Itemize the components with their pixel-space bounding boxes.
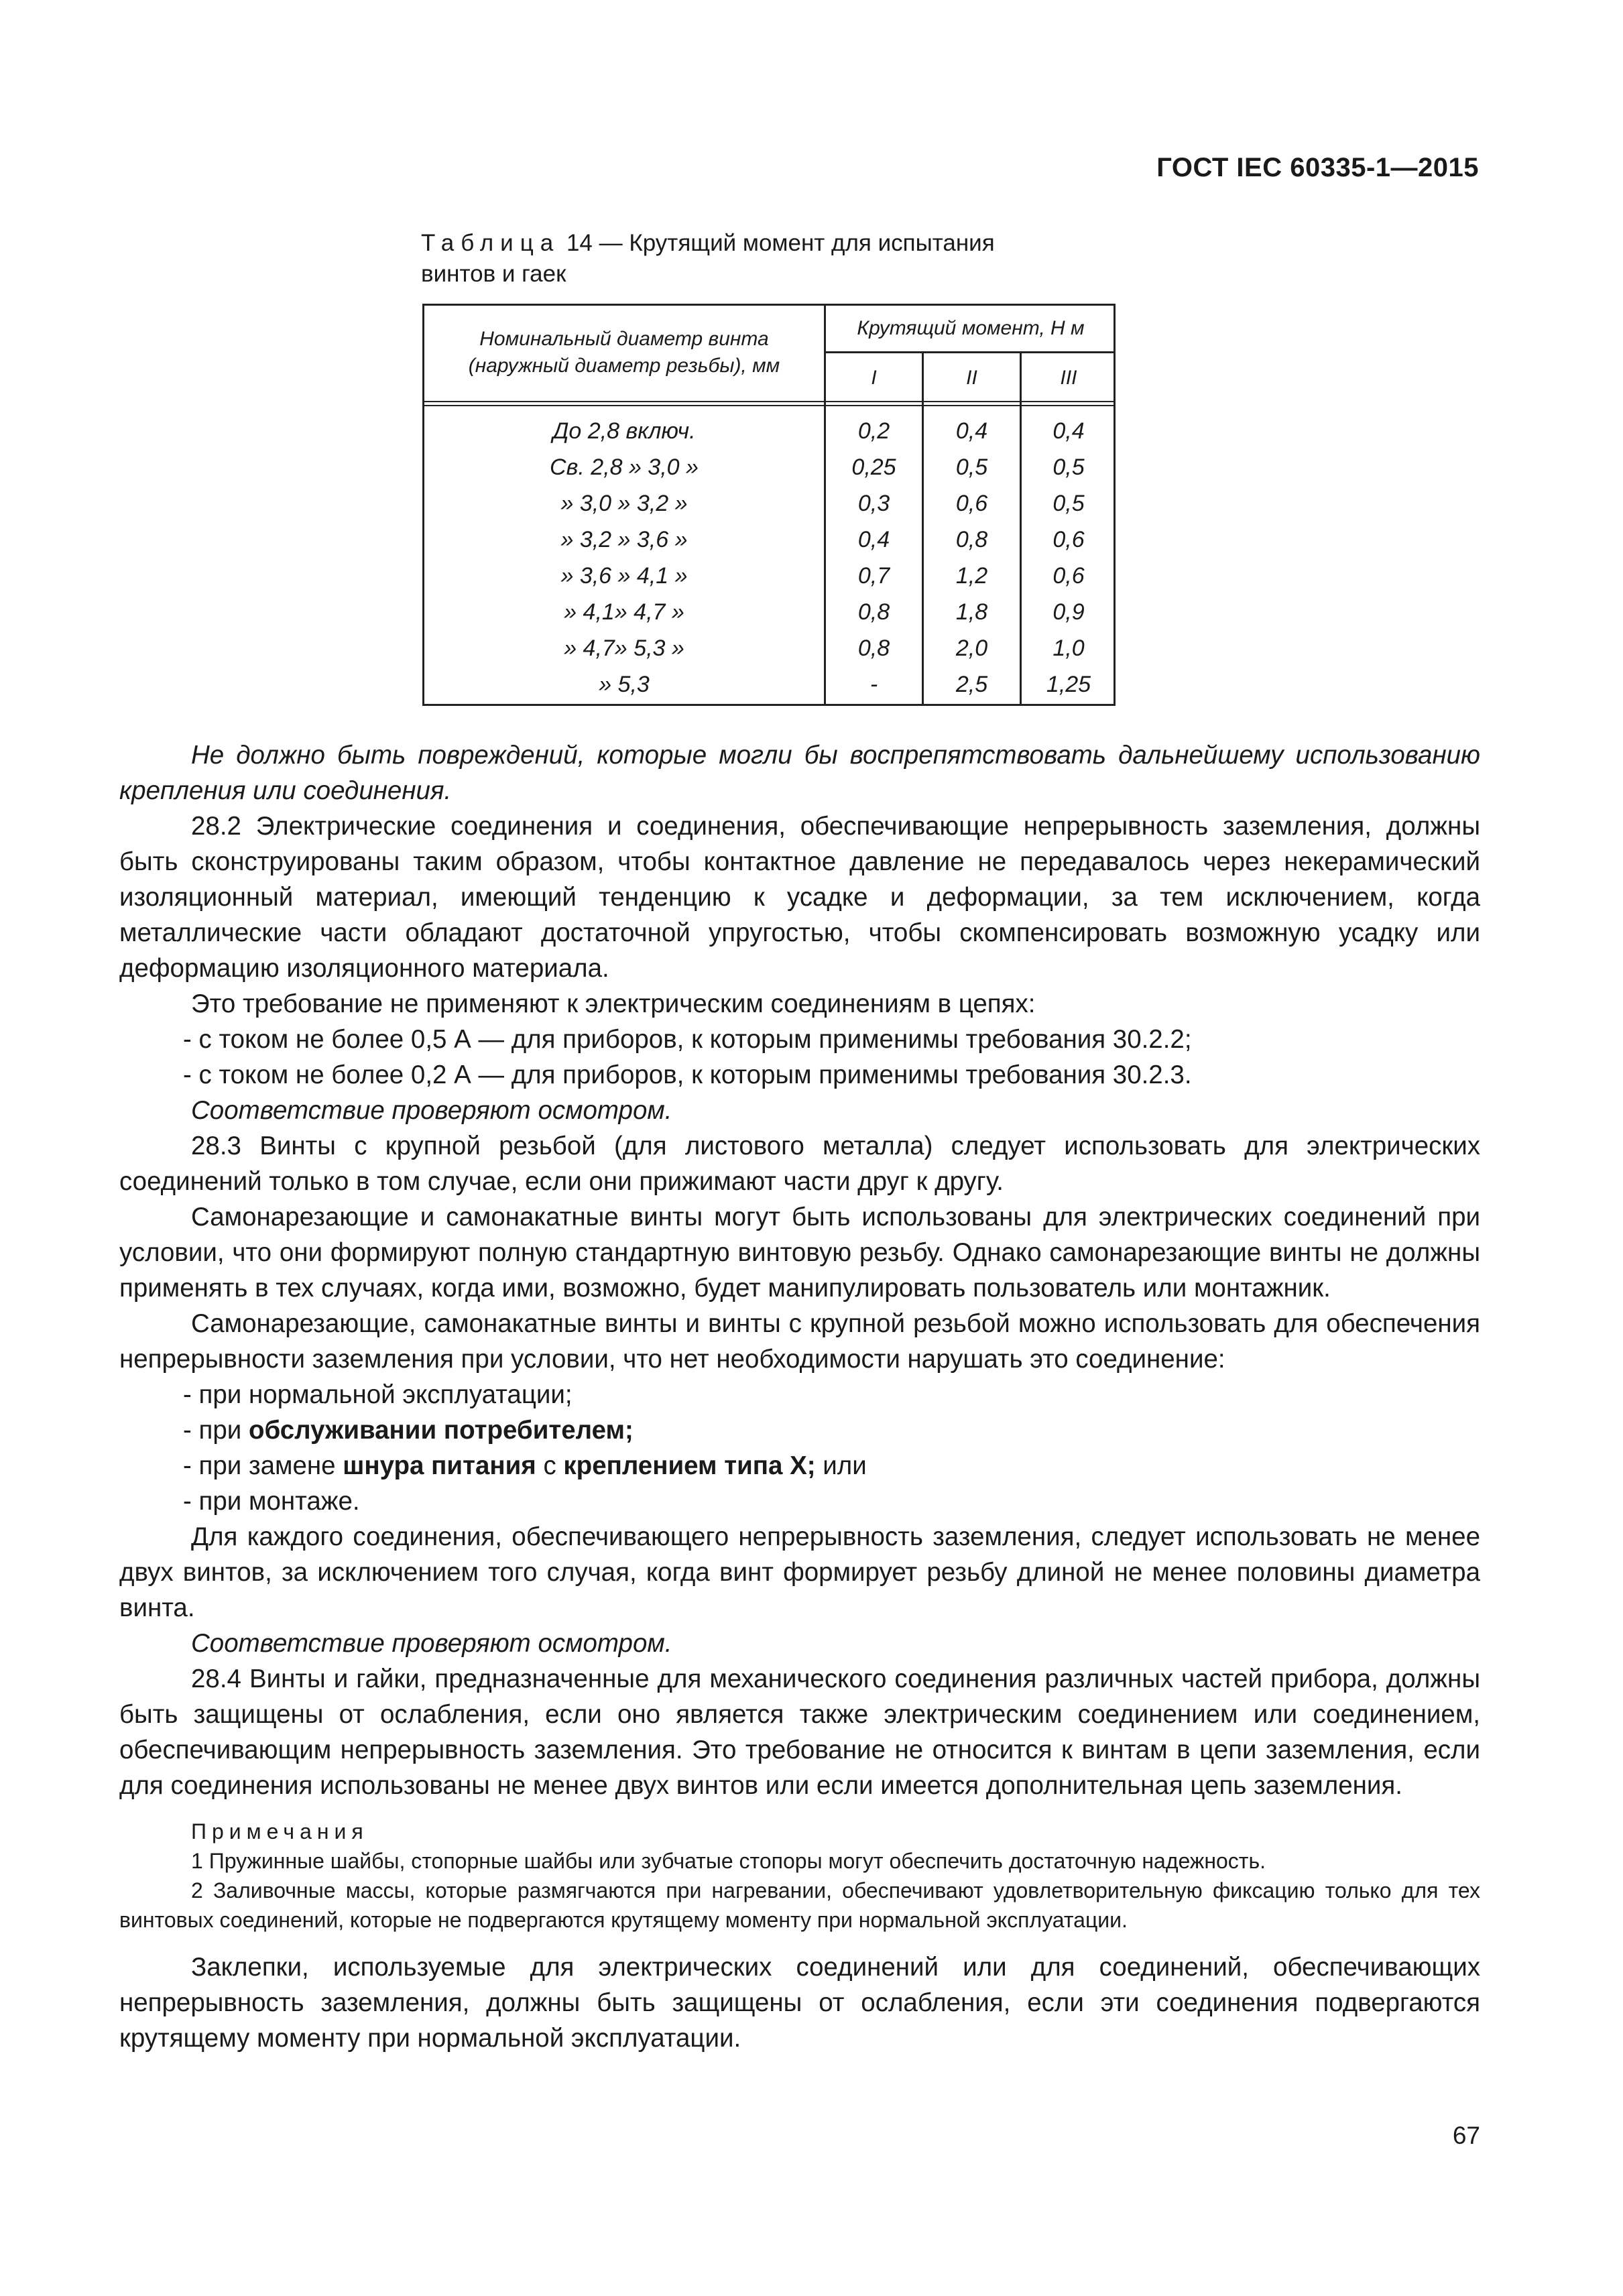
table-cell-iii: 0,9	[1053, 599, 1085, 625]
col-header-torque: Крутящий момент, Н м	[857, 317, 1085, 339]
table-cell-iii: 0,6	[1053, 563, 1085, 589]
table-caption-text-2: винтов и гаек	[421, 261, 566, 287]
paragraph-28-4: 28.4 Винты и гайки, предназначенные для механического соединения различных частей прибора, должны быть защищены от ослабления, если оно является также электрическим соединением или соединением, обеспечивающим непрерывность заземления. Это требование не относится к винтам в цепи заземления, если для соединения использованы не менее двух винтов или если имеется дополнительная цепь заземления.	[119, 1665, 1480, 1800]
note-2: 2 Заливочные массы, которые размягчаются при нагревании, обеспечивают удовлетворительную фиксацию только для тех винтовых соединений, которые не подвергаются крутящему моменту при нормальной эксплуатации.	[119, 1878, 1480, 1932]
body-text	[119, 737, 1480, 2056]
table-divider	[824, 351, 1114, 353]
table-cell-i: 0,3	[857, 491, 890, 516]
col-header-i: I	[871, 367, 877, 389]
paragraph-earthing: Самонарезающие, самонакатные винты и винты с крупной резьбой можно использовать для обеспечения непрерывности заземления при условии, что нет необходимости нарушать это соединение:	[119, 1309, 1480, 1374]
list-item-user-maintenance: - при обслуживании потребителем;	[183, 1416, 634, 1445]
paragraph-self-tapping: Самонарезающие и самонакатные винты могут быть использованы для электрических соединений при условии, что они формируют полную стандартную винтовую резьбу. Однако самонарезающие винты не должны применять в тех случаях, когда ими, возможно, будет манипулировать пользователь или монтажник.	[119, 1203, 1480, 1303]
paragraph-no-damage: Не должно быть повреждений, которые могли бы воспрепятствовать дальнейшему использованию крепления или соединения.	[119, 741, 1480, 805]
table-cell-diameter: Св. 2,8 » 3,0 »	[550, 455, 699, 480]
table-cell-ii: 1,2	[955, 563, 988, 589]
col-header-iii: III	[1060, 367, 1077, 389]
table-cell-i: 0,8	[857, 636, 890, 661]
table-cell-diameter: » 5,3	[599, 672, 650, 697]
table-cell-diameter: » 3,2 » 3,6 »	[560, 527, 688, 552]
table-cell-i: -	[869, 672, 878, 697]
table-cell-i: 0,2	[857, 418, 890, 444]
table-cell-ii: 2,5	[955, 672, 988, 697]
table-cell-diameter: » 3,0 » 3,2 »	[560, 491, 688, 516]
list-item-current-05: - с током не более 0,5 А — для приборов, к которым применимы требования 30.2.2;	[183, 1025, 1192, 1054]
paragraph-two-screws: Для каждого соединения, обеспечивающего непрерывность заземления, следует использовать не менее двух винтов, за исключением того случая, когда винт формирует резьбу длиной не менее половины диаметра винта.	[119, 1522, 1480, 1622]
table-cell-i: 0,8	[857, 599, 890, 625]
paragraph-28-2: 28.2 Электрические соединения и соединения, обеспечивающие непрерывность заземления, должны быть сконструированы таким образом, чтобы контактное давление не передавалось через некерамический изоляционный материал, имеющий тенденцию к усадке и деформации, за тем исключением, когда металлические части обладают достаточной упругостью, чтобы скомпенсировать возможную усадку или деформацию изоляционного материала.	[119, 812, 1480, 983]
notes-title: Примечания	[191, 1819, 369, 1844]
paragraph-28-3: 28.3 Винты с крупной резьбой (для листового металла) следует использовать для электрических соединений только в том случае, если они прижимают части друг к другу.	[119, 1132, 1480, 1196]
table-cell-diameter: До 2,8 включ.	[552, 418, 696, 444]
table-cell-ii: 0,5	[955, 455, 988, 480]
torque-table	[422, 304, 1116, 706]
note-1: 1 Пружинные шайбы, стопорные шайбы или зубчатые стопоры могут обеспечить достаточную надежность.	[191, 1849, 1266, 1873]
table-cell-diameter: » 4,1» 4,7 »	[564, 599, 684, 625]
col-header-diameter: Номинальный диаметр винта (наружный диаметр резьбы), мм	[468, 328, 780, 377]
table-cell-ii: 0,6	[955, 491, 988, 516]
list-item-normal-use: - при нормальной эксплуатации;	[183, 1380, 573, 1409]
table-cell-i: 0,7	[857, 563, 890, 589]
table-cell-iii: 1,25	[1046, 672, 1091, 697]
paragraph-compliance-2: Соответствие проверяют осмотром.	[191, 1629, 672, 1658]
table-caption	[421, 228, 1091, 290]
table-caption-label: Таблица	[421, 230, 560, 256]
table-cell-ii: 1,8	[955, 599, 988, 625]
table-cell-iii: 0,5	[1053, 491, 1085, 516]
table-cell-diameter: » 3,6 » 4,1 »	[560, 563, 688, 589]
col-header-ii: II	[966, 367, 977, 389]
table-cell-iii: 0,5	[1053, 455, 1085, 480]
paragraph-not-apply: Это требование не применяют к электрическим соединениям в цепях:	[191, 989, 1036, 1018]
table-caption-text: 14 — Крутящий момент для испытания	[560, 230, 995, 256]
notes-block	[119, 1817, 1480, 1935]
table-cell-ii: 2,0	[955, 636, 988, 661]
table-header-separator	[424, 401, 1114, 406]
table-cell-i: 0,4	[857, 527, 890, 552]
page-number: 67	[1452, 2122, 1480, 2149]
table-cell-iii: 1,0	[1053, 636, 1085, 661]
list-item-current-02: - с током не более 0,2 А — для приборов, к которым применимы требования 30.2.3.	[183, 1061, 1192, 1089]
table-cell-iii: 0,4	[1053, 418, 1085, 444]
paragraph-compliance-1: Соответствие проверяют осмотром.	[191, 1096, 672, 1125]
table-cell-i: 0,25	[851, 455, 896, 480]
list-item-cord-replacement: - при замене шнура питания с креплением типа X; или	[183, 1451, 867, 1480]
table-cell-ii: 0,4	[955, 418, 988, 444]
paragraph-rivets: Заклепки, используемые для электрических соединений или для соединений, обеспечивающих непрерывность заземления, должны быть защищены от ослабления, если эти соединения подвергаются крутящему моменту при нормальной эксплуатации.	[119, 1953, 1480, 2053]
list-item-installation: - при монтаже.	[183, 1487, 360, 1516]
table-cell-ii: 0,8	[955, 527, 988, 552]
table-cell-diameter: » 4,7» 5,3 »	[564, 636, 684, 661]
table-cell-iii: 0,6	[1053, 527, 1085, 552]
standard-header: ГОСТ IEC 60335-1—2015	[1156, 153, 1479, 182]
